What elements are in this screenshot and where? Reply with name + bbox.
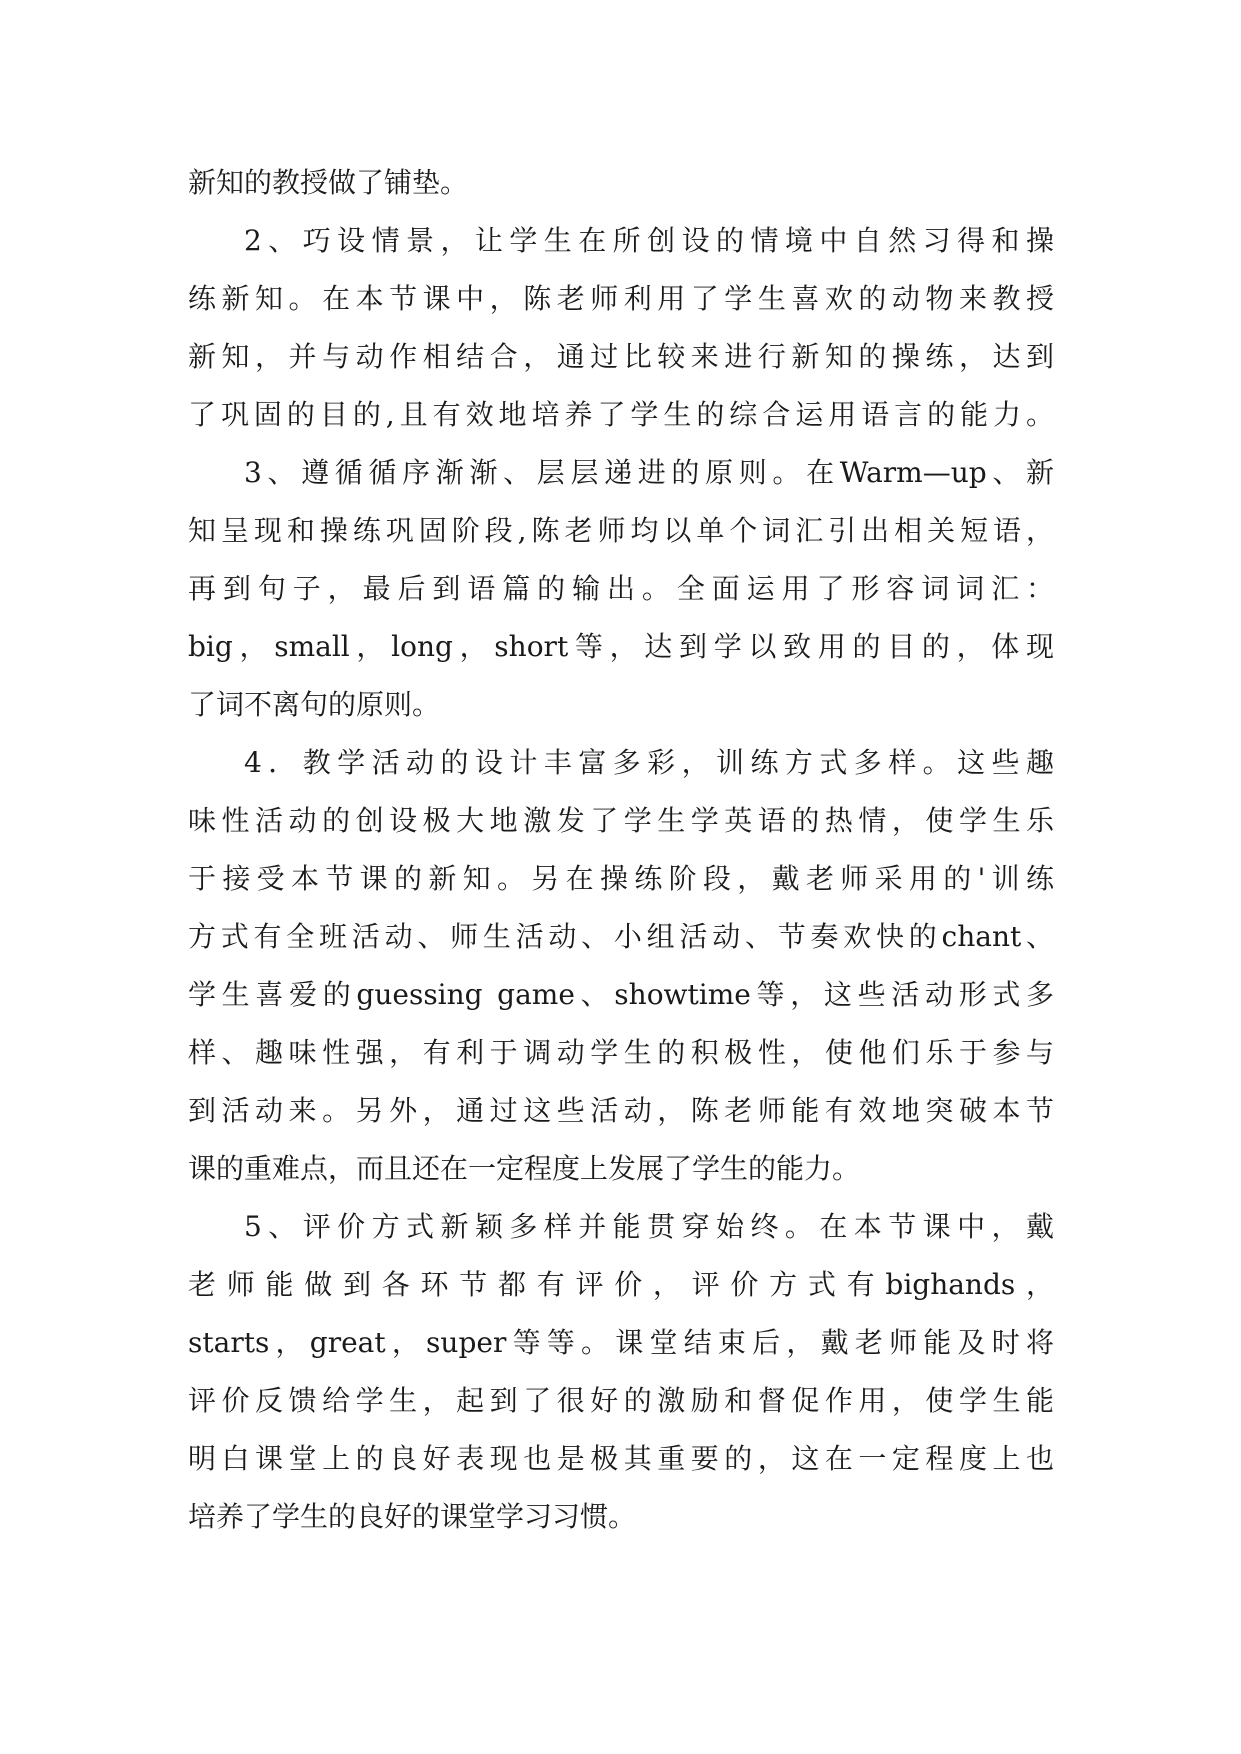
text-line: 知呈现和操练巩固阶段,陈老师均以单个词汇引出相关短语， — [188, 514, 1054, 547]
text-line: 练新知。在本节课中，陈老师利用了学生喜欢的动物来教授 — [188, 282, 1054, 315]
text-line: 新知，并与动作相结合，通过比较来进行新知的操练，达到 — [188, 340, 1054, 373]
text-line: 味性活动的创设极大地激发了学生学英语的热情，使学生乐 — [188, 804, 1054, 837]
paragraph-item-2 — [188, 212, 1054, 444]
text-line: 新知的教授做了铺垫。 — [188, 166, 469, 199]
text-line: 明白课堂上的良好表现也是极其重要的，这在一定程度上也 — [188, 1442, 1054, 1475]
text-line: 5、评价方式新颖多样并能贯穿始终。在本节课中，戴 — [244, 1210, 1054, 1243]
text-line: 3、遵循循序渐渐、层层递进的原则。在Warm—up、新 — [244, 456, 1054, 489]
text-line: 样、趣味性强，有利于调动学生的积极性，使他们乐于参与 — [188, 1036, 1054, 1069]
text-line: 评价反馈给学生，起到了很好的激励和督促作用，使学生能 — [188, 1384, 1054, 1417]
paragraph-item-5 — [188, 1198, 1054, 1546]
text-line: 了巩固的目的,且有效地培养了学生的综合运用语言的能力。 — [188, 398, 1054, 431]
text-line: starts，great，super等等。课堂结束后，戴老师能及时将 — [188, 1326, 1054, 1359]
text-line: 课的重难点，而且还在一定程度上发展了学生的能力。 — [188, 1152, 861, 1185]
text-line: 老师能做到各环节都有评价，评价方式有bighands， — [188, 1268, 1054, 1301]
text-line: big，small，long，short等，达到学以致用的目的，体现 — [188, 630, 1054, 663]
text-line: 学生喜爱的guessing game、showtime等，这些活动形式多 — [188, 978, 1054, 1011]
text-line: 4．教学活动的设计丰富多彩，训练方式多样。这些趣 — [244, 746, 1054, 779]
text-line: 到活动来。另外，通过这些活动，陈老师能有效地突破本节 — [188, 1094, 1054, 1127]
text-line: 2、巧设情景，让学生在所创设的情境中自然习得和操 — [244, 224, 1054, 257]
paragraph-item-4 — [188, 734, 1054, 1198]
text-line: 再到句子，最后到语篇的输出。全面运用了形容词词汇： — [188, 572, 1054, 605]
text-line: 了词不离句的原则。 — [188, 688, 441, 721]
text-line: 于接受本节课的新知。另在操练阶段，戴老师采用的'训练 — [188, 862, 1054, 895]
paragraph-item-3 — [188, 444, 1054, 734]
text-line: 方式有全班活动、师生活动、小组活动、节奏欢快的chant、 — [188, 920, 1054, 953]
text-line: 培养了学生的良好的课堂学习习惯。 — [188, 1500, 637, 1533]
document-body — [188, 154, 1054, 1546]
paragraph-continuation — [188, 154, 1054, 212]
